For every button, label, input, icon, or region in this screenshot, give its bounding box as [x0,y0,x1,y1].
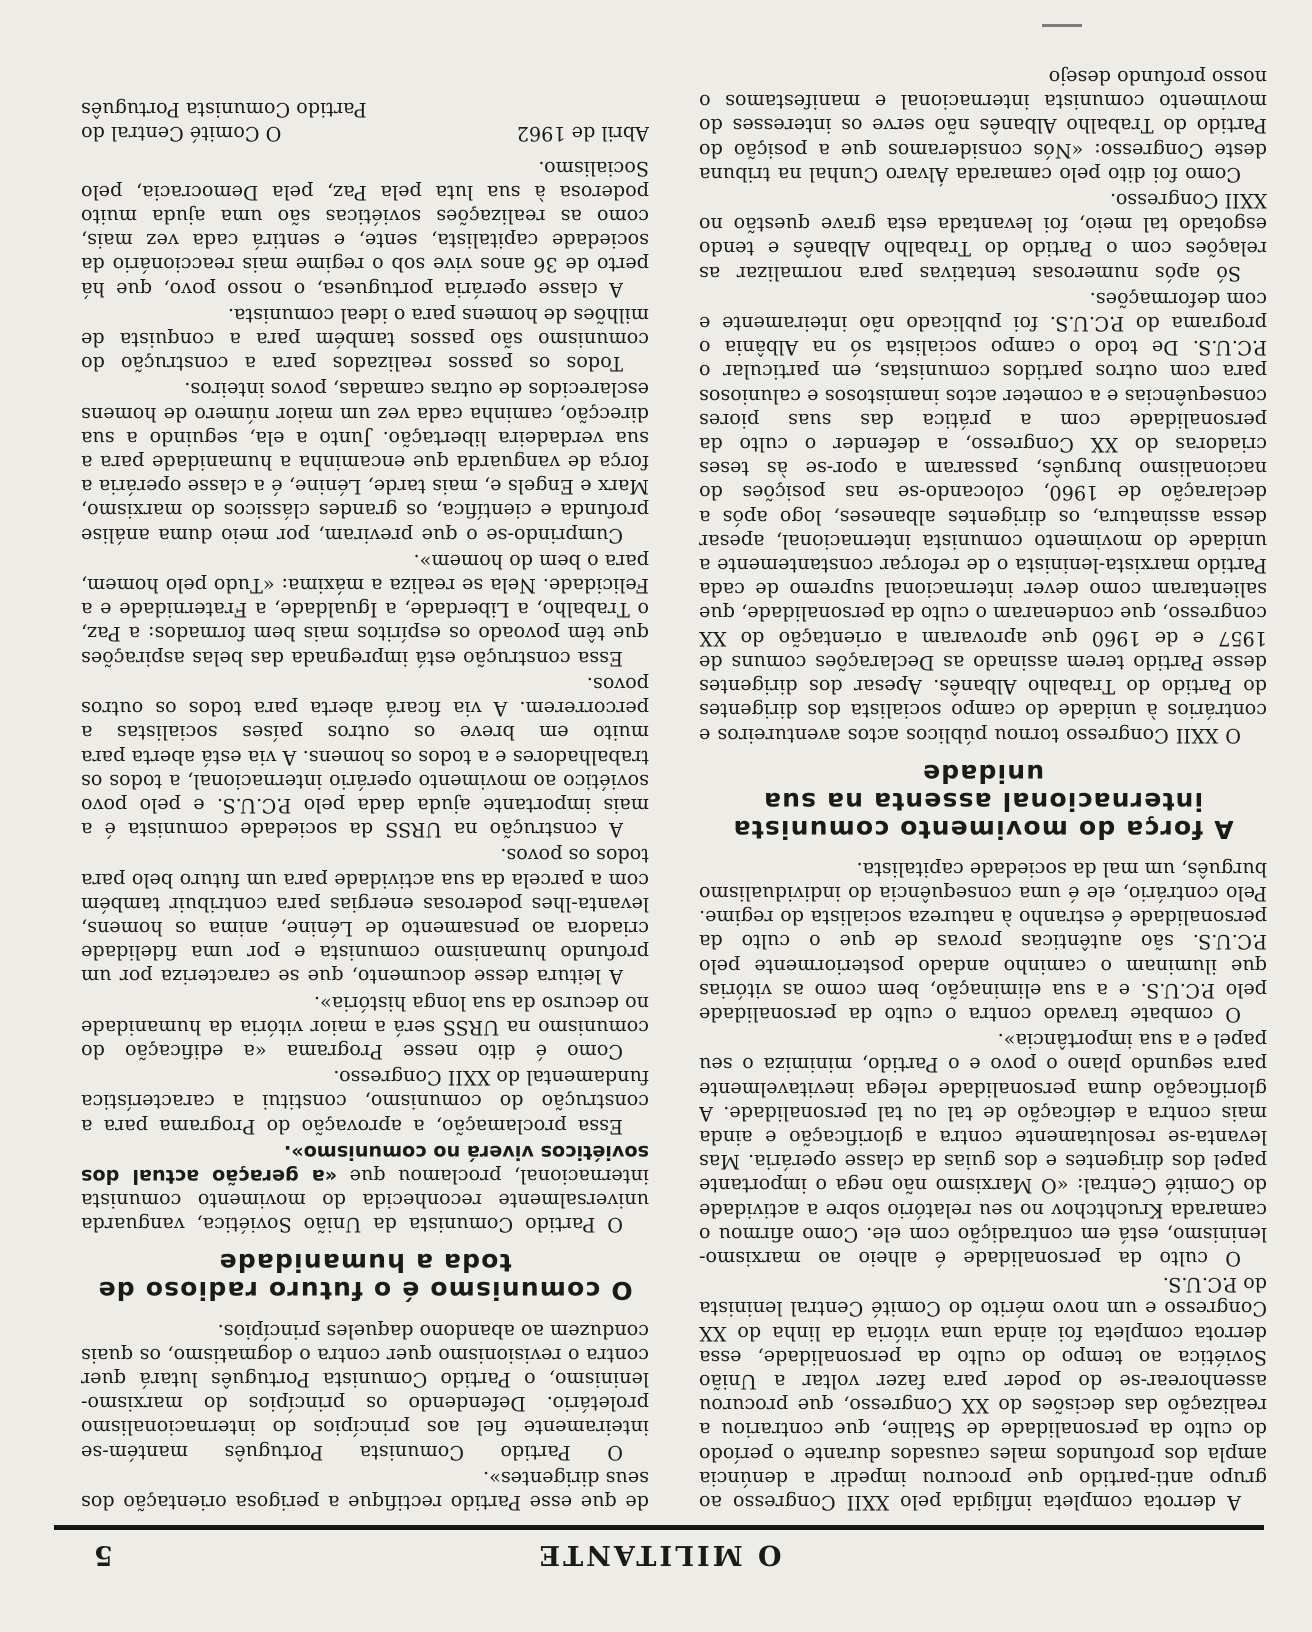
paragraph: Essa construção está impregnada das belas aspirações que têm povoado os espíritos mais bem formados: a Paz, o Trabalho, a Liberdade, a Igualdade, a Fraternidade e a Felicidade. Nela se realiza a máxima: «Tudo pelo homem, para o bem do homem». [81,549,649,670]
paragraph: Como é dito nesse Programa «a edificação do comunismo na URSS será a maior vitória da humanidade no decurso da sua longa história». [81,991,649,1063]
paragraph-text: O Partido Comunista da União Soviética, vanguarda universalmente reconhecida do movimento comunista internacional, proclamou que [81,1164,649,1237]
masthead-title: O MILITANTE [536,1539,782,1570]
paragraph: O combate travado contra o culto da personalidade pelo P.C.U.S. e a sua eliminação, bem como as vitórias que iluminam o caminho andado posteriormente pelo P.C.U.S. são autênticas provas de que o culto da personalidade é estranho à natureza socialista do regime. Pelo contrário, ele é uma consequência do individualismo burguês, um mal da sociedade capitalista. [699,857,1267,1026]
section-heading-communism: O comunismo é o futuro radioso de toda a humanidade [97,1248,633,1306]
bold-quote: «a geração actual dos soviéticos viverá no comunismo». [81,1140,649,1188]
masthead-rule [54,1525,1264,1530]
paragraph: O XXII Congresso tornou públicos actos aventureiros e contrários à unidade do campo socialista dos dirigentes do Partido do Trabalho Albanês. Apesar dos dirigentes desse Partido terem assinado as Declarações comuns de 1957 e de 1960 que aprovaram a orientação do XX congresso, que condenaram o culto da personalidade, que salientaram como dever internacional supremo de cada Partido marxista-leninista o de reforçar constantemente a unidade do movimento comunista internacional, apesar dessa assinatura, os dirigentes albaneses, logo após a declaração de 1960, colocando-se nas posições do nacionalismo burguês, passaram a opor-se às teses criadoras do XX Congresso, a defender o culto da personalidade com a prática das suas piores consequências e a cometer actos inamistosos e caluniosos para com outros partidos comunistas, em particular o P.C.U.S. De todo o campo socialista só na Albânia o programa do P.C.U.S. foi publicado não inteiramente e com deformações. [699,287,1267,747]
signature-block [81,97,649,145]
signature-line-2: Partido Comunista Português [81,98,367,122]
right-column [81,44,649,1514]
paragraph: Como foi dito pelo camarada Álvaro Cunhal na tribuna deste Congresso: «Nós consideramos que a posição do Partido do Trabalho Albanês não serve os interesses do movimento comunista internacional e manifestamos o nosso profundo desejo [699,66,1267,186]
paragraph [81,1140,649,1237]
section-heading-unity: A força do movimento comunista internacional assenta na sua unidade [732,758,1234,844]
left-column [699,44,1267,1514]
paragraph: A classe operária portuguesa, o nosso povo, que há perto de 36 anos vive sob o regime mais reaccionário da sociedade capitalista, sente, e sentirá cada vez mais, como as realizações soviéticas são uma ajuda muito poderosa à sua luta pela Paz, pela Democracia, pelo Socialismo. [81,156,649,301]
signature-line-1: O Comité Central do [81,122,282,146]
paragraph: Só após numerosas tentativas para normalizar as relações com o Partido do Trabalho Albanês e tendo esgotado tal meio, foi levantada esta grave questão no XXII Congresso. [699,189,1267,285]
signature-date: Abril de 1962 [516,122,649,146]
paragraph: O Partido Comunista Português mantém-se inteiramente fiel aos princípios do internacionalismo proletário. Defendendo os princípios do marxismo-leninismo, o Partido Comunista Português lutará quer contra o revisionismo quer contra o dogmatismo, os quais conduzem ao abandono daqueles princípios. [81,1319,649,1464]
scan-mark [1042,24,1082,27]
paragraph: O culto da personalidade é alheio ao marxismo-leninismo, está em contradição com ele. Como afirmou o camarada Kruchtchov no seu relatório sobre a actividade do Comité Central: «O Marxismo não nega o importante papel dos dirigentes e dos guias da classe operária. Mas levanta-se resolutamente contra a glorificação e ainda mais contra a deificação de tal ou tal personalidade. A glorificação duma personalidade relega inevitavelmente para segundo plano o povo e o Partido, minimiza o seu papel e a sua importância». [699,1029,1267,1270]
page-number: 5 [94,1539,113,1570]
paragraph: de que esse Partido rectifique a perigosa orientação dos seus dirigentes». [81,1466,649,1514]
paragraph: Todos os passos realizados para a construção do comunismo são passos também para a conquista de milhões de homens para o ideal comunista. [81,303,649,376]
paragraph: Essa proclamação, a aprovação do Programa para a construção do comunismo, constitui a característica fundamental do XXII Congresso. [81,1066,649,1138]
paragraph: A construção na URSS da sociedade comunista é a mais importante ajuda dada pelo P.C.U.S. e pelo povo soviético ao movimento operário internacional, a todos os trabalhadores e a todos os homens. A via está aberta para muito em breve os outros países socialistas a percorrerem. A via ficará aberta para todos os outros povos. [81,672,649,842]
paragraph: A derrota completa infligida pelo XXII Congresso ao grupo anti-partido que procurou impedir a denúncia ampla dos profundos males causados durante o período do culto da personalidade de Staline, que contrariou a realização das decisões do XX Congresso, que procurou assenhorear-se do poder para fazer voltar a União Soviética ao tempo do culto da personalidade, essa derrota completa foi ainda uma vitória da linha do XX Congresso e um novo mérito do Comité Central leninista do P.C.U.S. [699,1273,1267,1514]
paragraph: Cumprindo-se o que previram, por meio duma análise profunda e científica, os grandes clássicos do marxismo, Marx e Engels e, mais tarde, Lénine, é a classe operária a força de vanguarda que encaminha a humanidade para a sua verdadeira libertação. Junto a ela, seguindo a sua direcção, caminha cada vez um maior número de homens esclarecidos de outras camadas, povos inteiros. [81,378,649,547]
masthead [54,1524,1264,1574]
paragraph: A leitura desse documento, que se caracteriza por um profundo humanismo comunista e por uma fidelidade criadora ao pensamento de Lénine, anima os homens, levanta-lhes poderosas energias para contribuir também com a parcela da sua actividade para um futuro belo para todos os povos. [81,844,649,989]
